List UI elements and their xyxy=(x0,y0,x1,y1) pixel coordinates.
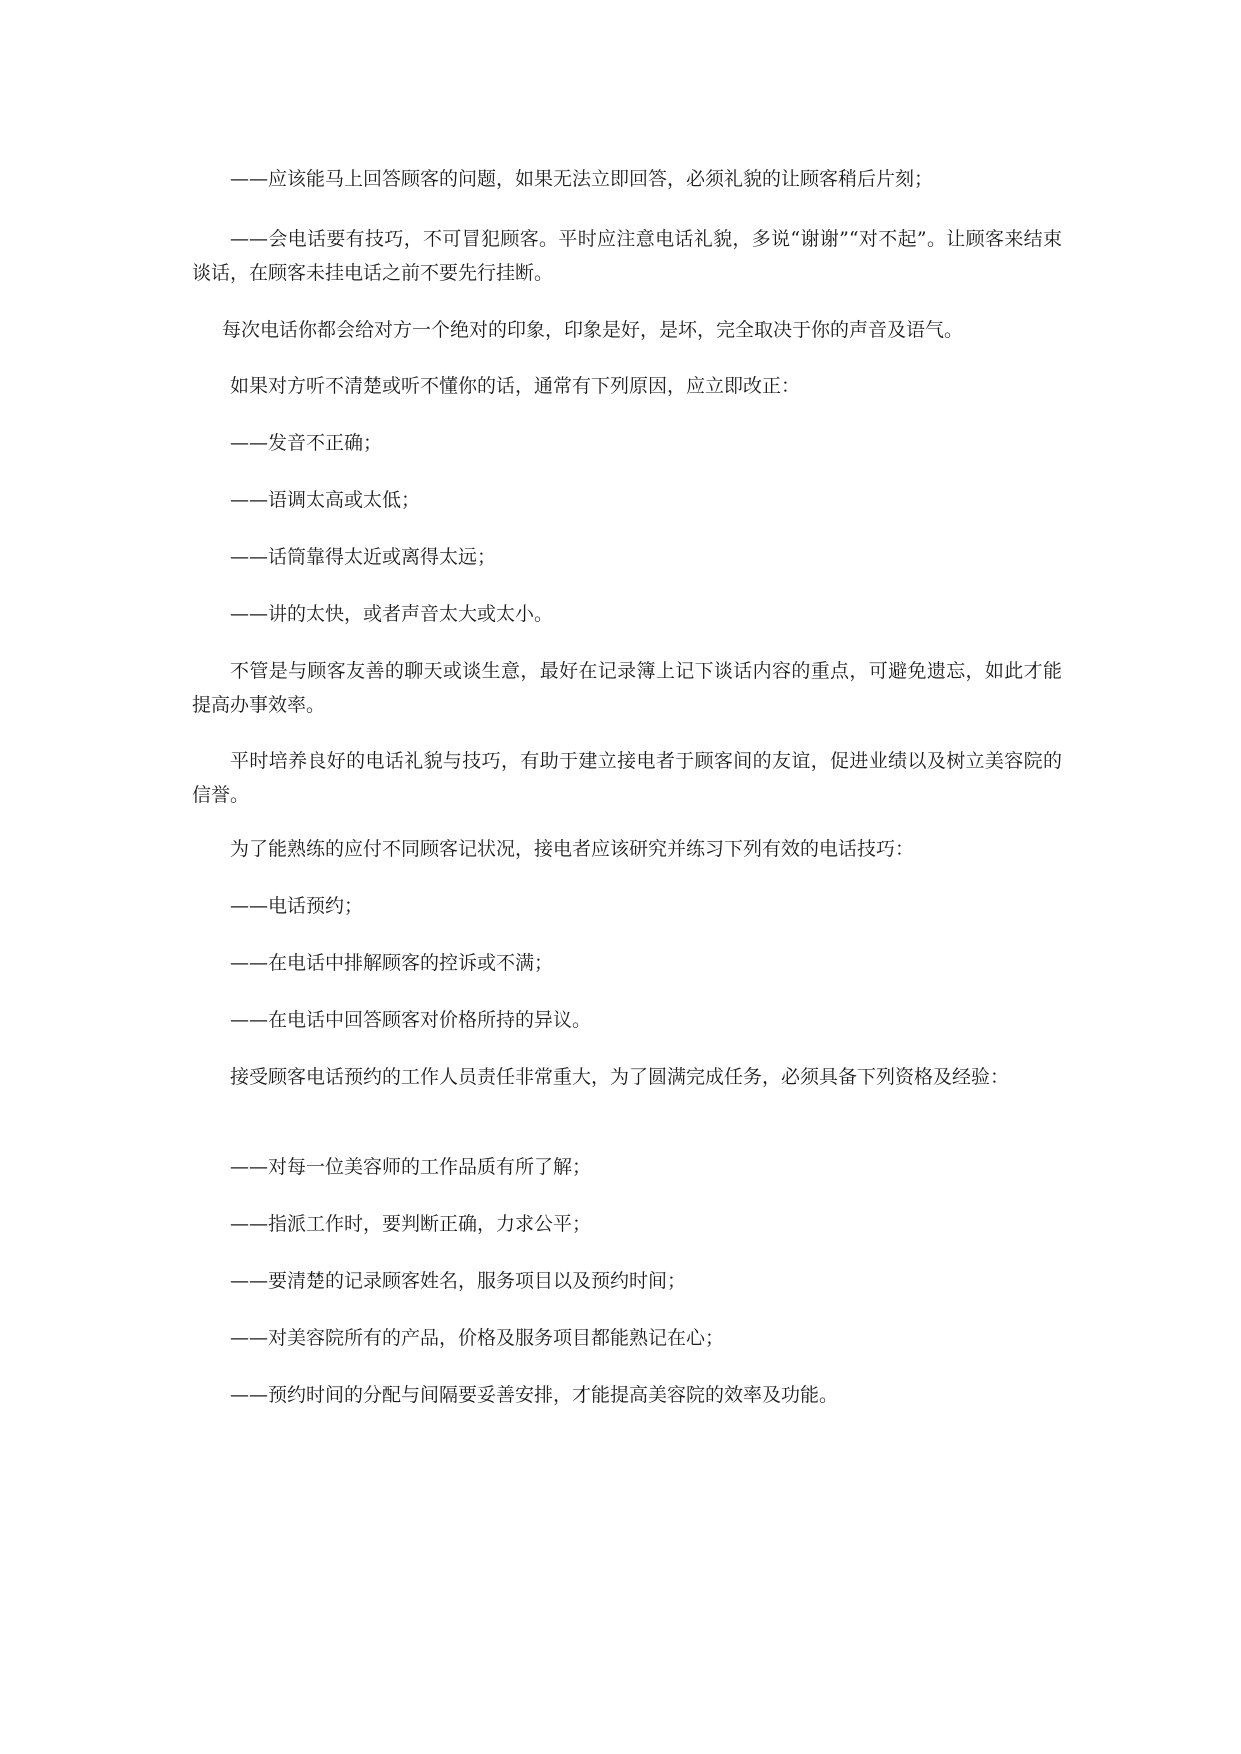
paragraph-2: ——会电话要有技巧，不可冒犯顾客。平时应注意电话礼貌，多说“谢谢”“对不起”。让顾客来结束谈话，在顾客未挂电话之前不要先行挂断。 xyxy=(192,228,1062,284)
paragraph-6: ——语调太高或太低； xyxy=(230,489,421,511)
paragraph-11: 为了能熟练的应付不同顾客记状况，接电者应该研究并练习下列有效的电话技巧： xyxy=(230,838,915,860)
paragraph-8: ——讲的太快，或者声音太大或太小。 xyxy=(230,603,554,625)
paragraph-16: ——对每一位美容师的工作品质有所了解； xyxy=(230,1156,592,1178)
paragraph-4: 如果对方听不清楚或听不懂你的话，通常有下列原因，应立即改正： xyxy=(230,375,801,397)
paragraph-15: 接受顾客电话预约的工作人员责任非常重大，为了圆满完成任务，必须具备下列资格及经验： xyxy=(230,1066,1010,1088)
paragraph-18: ——要清楚的记录顾客姓名，服务项目以及预约时间； xyxy=(230,1270,687,1292)
paragraph-7: ——话筒靠得太近或离得太远； xyxy=(230,546,497,568)
paragraph-19: ——对美容院所有的产品，价格及服务项目都能熟记在心； xyxy=(230,1327,725,1349)
paragraph-5: ——发音不正确； xyxy=(230,432,383,454)
paragraph-1: ——应该能马上回答顾客的问题，如果无法立即回答，必须礼貌的让顾客稍后片刻； xyxy=(230,168,934,190)
paragraph-10: 平时培养良好的电话礼貌与技巧，有助于建立接电者于顾客间的友谊，促进业绩以及树立美容院的信誉。 xyxy=(192,750,1062,806)
paragraph-9: 不管是与顾客友善的聊天或谈生意，最好在记录簿上记下谈话内容的重点，可避免遗忘，如此才能提高办事效率。 xyxy=(192,660,1062,716)
paragraph-17: ——指派工作时，要判断正确，力求公平； xyxy=(230,1213,592,1235)
paragraph-14: ——在电话中回答顾客对价格所持的异议。 xyxy=(230,1009,592,1031)
paragraph-12: ——电话预约； xyxy=(230,895,364,917)
paragraph-13: ——在电话中排解顾客的控诉或不满； xyxy=(230,952,554,974)
paragraph-20: ——预约时间的分配与间隔要妥善安排，才能提高美容院的效率及功能。 xyxy=(230,1384,839,1406)
paragraph-3: 每次电话你都会给对方一个绝对的印象，印象是好，是坏，完全取决于你的声音及语气。 xyxy=(222,319,964,341)
